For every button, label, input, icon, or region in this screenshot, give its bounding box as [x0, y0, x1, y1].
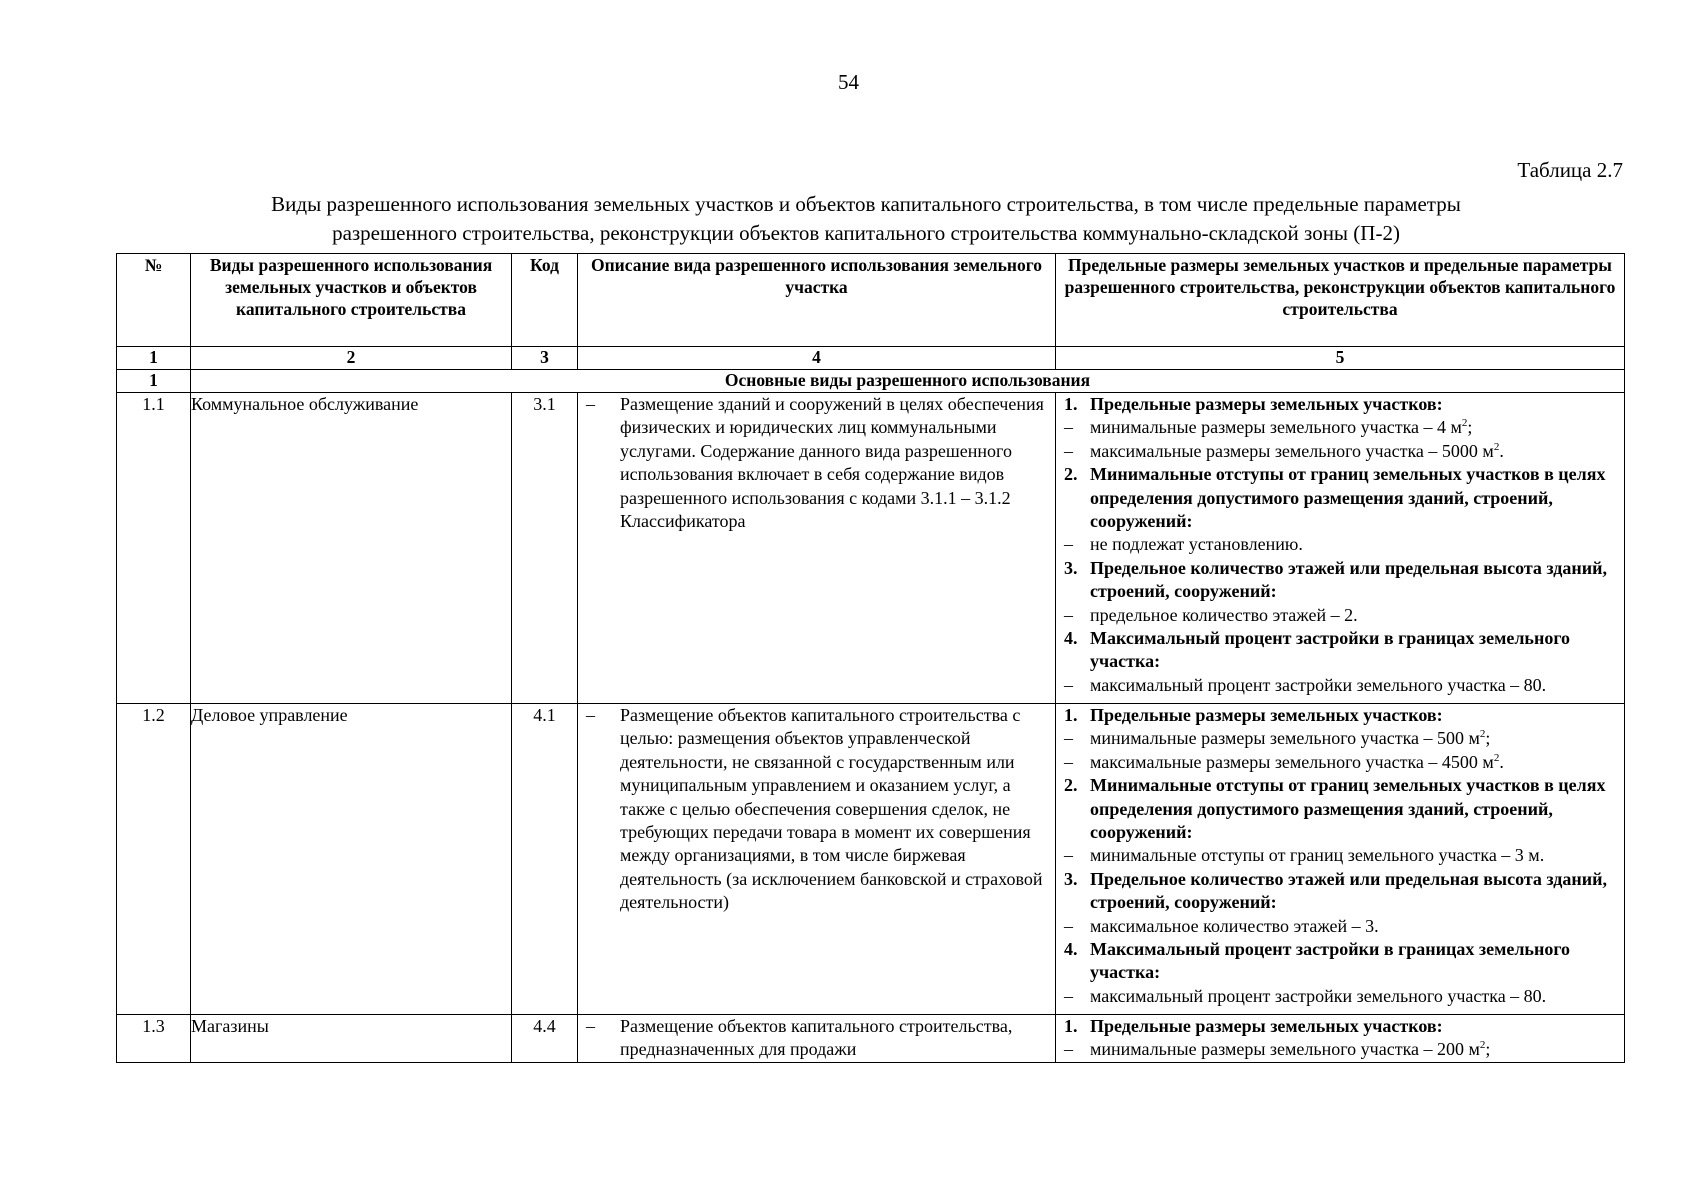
dash-bullet: –	[1064, 728, 1073, 749]
punct: ;	[1485, 728, 1491, 749]
row-code: 3.1	[512, 393, 578, 704]
param-item: не подлежат установлению.	[1090, 534, 1303, 555]
table-caption	[116, 190, 1616, 248]
param-title: Минимальные отступы от границ земельных участков в целях определения допустимого размещения зданий, строений, сооружений:	[1090, 464, 1606, 532]
param-item: максимальный процент застройки земельного участка – 80.	[1090, 674, 1547, 695]
row-num: 1.1	[117, 393, 191, 704]
header-code: Код	[512, 254, 578, 347]
dash-bullet: –	[586, 394, 595, 414]
punct: .	[1499, 751, 1504, 772]
row-num: 1.2	[117, 704, 191, 1015]
header-num: №	[117, 254, 191, 347]
param-item: минимальные размеры земельного участка – 500 м	[1090, 728, 1480, 749]
param-title: Максимальный процент застройки в границах земельного участка:	[1090, 628, 1571, 672]
column-number: 3	[512, 347, 578, 370]
dash-bullet: –	[586, 1016, 595, 1036]
row-num: 1.3	[117, 1015, 191, 1063]
punct: .	[1499, 440, 1504, 461]
param-item: минимальные размеры земельного участка – 4 м	[1090, 417, 1462, 438]
row-params	[1056, 393, 1625, 704]
dash-bullet: –	[1064, 440, 1073, 461]
param-item: максимальные размеры земельного участка – 5000 м	[1090, 440, 1494, 461]
section-title: Основные виды разрешенного использования	[191, 370, 1625, 393]
punct: ;	[1485, 1039, 1491, 1060]
dash-bullet: –	[1064, 604, 1073, 625]
dash-bullet: –	[586, 705, 595, 725]
section-num: 1	[117, 370, 191, 393]
caption-line-1: Виды разрешенного использования земельных участков и объектов капитального строительства, в том числе предельные параметры	[271, 192, 1461, 216]
param-title: Предельное количество этажей или предельная высота зданий, строений, сооружений:	[1090, 868, 1608, 913]
param-number: 1.	[1064, 394, 1078, 414]
param-number: 4.	[1064, 939, 1078, 960]
superscript: 2	[1493, 751, 1500, 764]
caption-line-2: разрешенного строительства, реконструкции объектов капитального строительства коммунально-складской зоны (П-2)	[332, 221, 1400, 245]
row-desc	[578, 704, 1056, 1015]
param-number: 2.	[1064, 464, 1078, 485]
row-code: 4.4	[512, 1015, 578, 1063]
column-number: 5	[1056, 347, 1625, 370]
column-number-row	[117, 347, 1625, 370]
dash-bullet: –	[1064, 915, 1073, 936]
row-name: Магазины	[191, 1015, 512, 1063]
row-code: 4.1	[512, 704, 578, 1015]
punct: ;	[1467, 417, 1473, 438]
row-params	[1056, 704, 1625, 1015]
param-number: 3.	[1064, 557, 1078, 578]
param-title: Максимальный процент застройки в границах земельного участка:	[1090, 939, 1571, 983]
dash-bullet: –	[1064, 417, 1073, 438]
header-row	[117, 254, 1625, 347]
superscript: 2	[1461, 417, 1468, 430]
param-title: Предельные размеры земельных участков:	[1090, 705, 1443, 725]
dash-bullet: –	[1064, 845, 1073, 866]
param-number: 3.	[1064, 868, 1078, 889]
param-title: Предельные размеры земельных участков:	[1090, 1016, 1443, 1036]
row-desc	[578, 393, 1056, 704]
param-item: предельное количество этажей – 2.	[1090, 604, 1358, 625]
param-item: минимальные отступы от границ земельного участка – 3 м.	[1090, 845, 1545, 866]
dash-bullet: –	[1064, 751, 1073, 772]
page-number: 54	[838, 70, 859, 94]
param-item: максимальный процент застройки земельного участка – 80.	[1090, 985, 1547, 1006]
param-title: Предельные размеры земельных участков:	[1090, 394, 1443, 414]
header-desc: Описание вида разрешенного использования земельного участка	[578, 254, 1056, 347]
desc-text: Размещение объектов капитального строительства, предназначенных для продажи	[620, 1016, 1013, 1060]
land-use-table	[116, 253, 1625, 1063]
column-number: 2	[191, 347, 512, 370]
table-label: Таблица 2.7	[1517, 158, 1623, 182]
row-desc	[578, 1015, 1056, 1063]
superscript: 2	[1493, 440, 1500, 453]
dash-bullet: –	[1064, 534, 1073, 555]
table-row	[117, 1015, 1625, 1063]
desc-text: Размещение зданий и сооружений в целях обеспечения физических и юридических лиц коммунальными услугами. Содержание данного вида разрешенного использования включает в себя содержание видов разрешенного использования с кодами 3.1.1 – 3.1.2 Классификатора	[620, 394, 1044, 532]
dash-bullet: –	[1064, 674, 1073, 695]
param-number: 2.	[1064, 775, 1078, 796]
dash-bullet: –	[1064, 1039, 1073, 1060]
superscript: 2	[1479, 1039, 1486, 1052]
section-row	[117, 370, 1625, 393]
param-item: минимальные размеры земельного участка – 200 м	[1090, 1039, 1480, 1060]
param-item: максимальные размеры земельного участка – 4500 м	[1090, 751, 1494, 772]
table-row	[117, 393, 1625, 704]
header-params: Предельные размеры земельных участков и предельные параметры разрешенного строительства, реконструкции объектов капитального строительства	[1056, 254, 1625, 347]
row-name: Коммунальное обслуживание	[191, 393, 512, 704]
header-kind: Виды разрешенного использования земельных участков и объектов капитального строительства	[191, 254, 512, 347]
dash-bullet: –	[1064, 985, 1073, 1006]
column-number: 1	[117, 347, 191, 370]
param-item: максимальное количество этажей – 3.	[1090, 915, 1379, 936]
param-number: 1.	[1064, 705, 1078, 725]
param-title: Минимальные отступы от границ земельных участков в целях определения допустимого размещения зданий, строений, сооружений:	[1090, 775, 1606, 843]
param-number: 4.	[1064, 628, 1078, 649]
param-number: 1.	[1064, 1016, 1078, 1036]
column-number: 4	[578, 347, 1056, 370]
param-title: Предельное количество этажей или предельная высота зданий, строений, сооружений:	[1090, 557, 1608, 602]
table-row	[117, 704, 1625, 1015]
row-params	[1056, 1015, 1625, 1063]
row-name: Деловое управление	[191, 704, 512, 1015]
superscript: 2	[1479, 728, 1486, 741]
desc-text: Размещение объектов капитального строительства с целью: размещения объектов управленческой деятельности, не связанной с государственным или муниципальным управлением и оказанием услуг, а также с целью обеспечения совершения сделок, не требующих передачи товара в момент их совершения между организациями, в том числе биржевая деятельность (за исключением банковской и страховой деятельности)	[620, 705, 1043, 913]
